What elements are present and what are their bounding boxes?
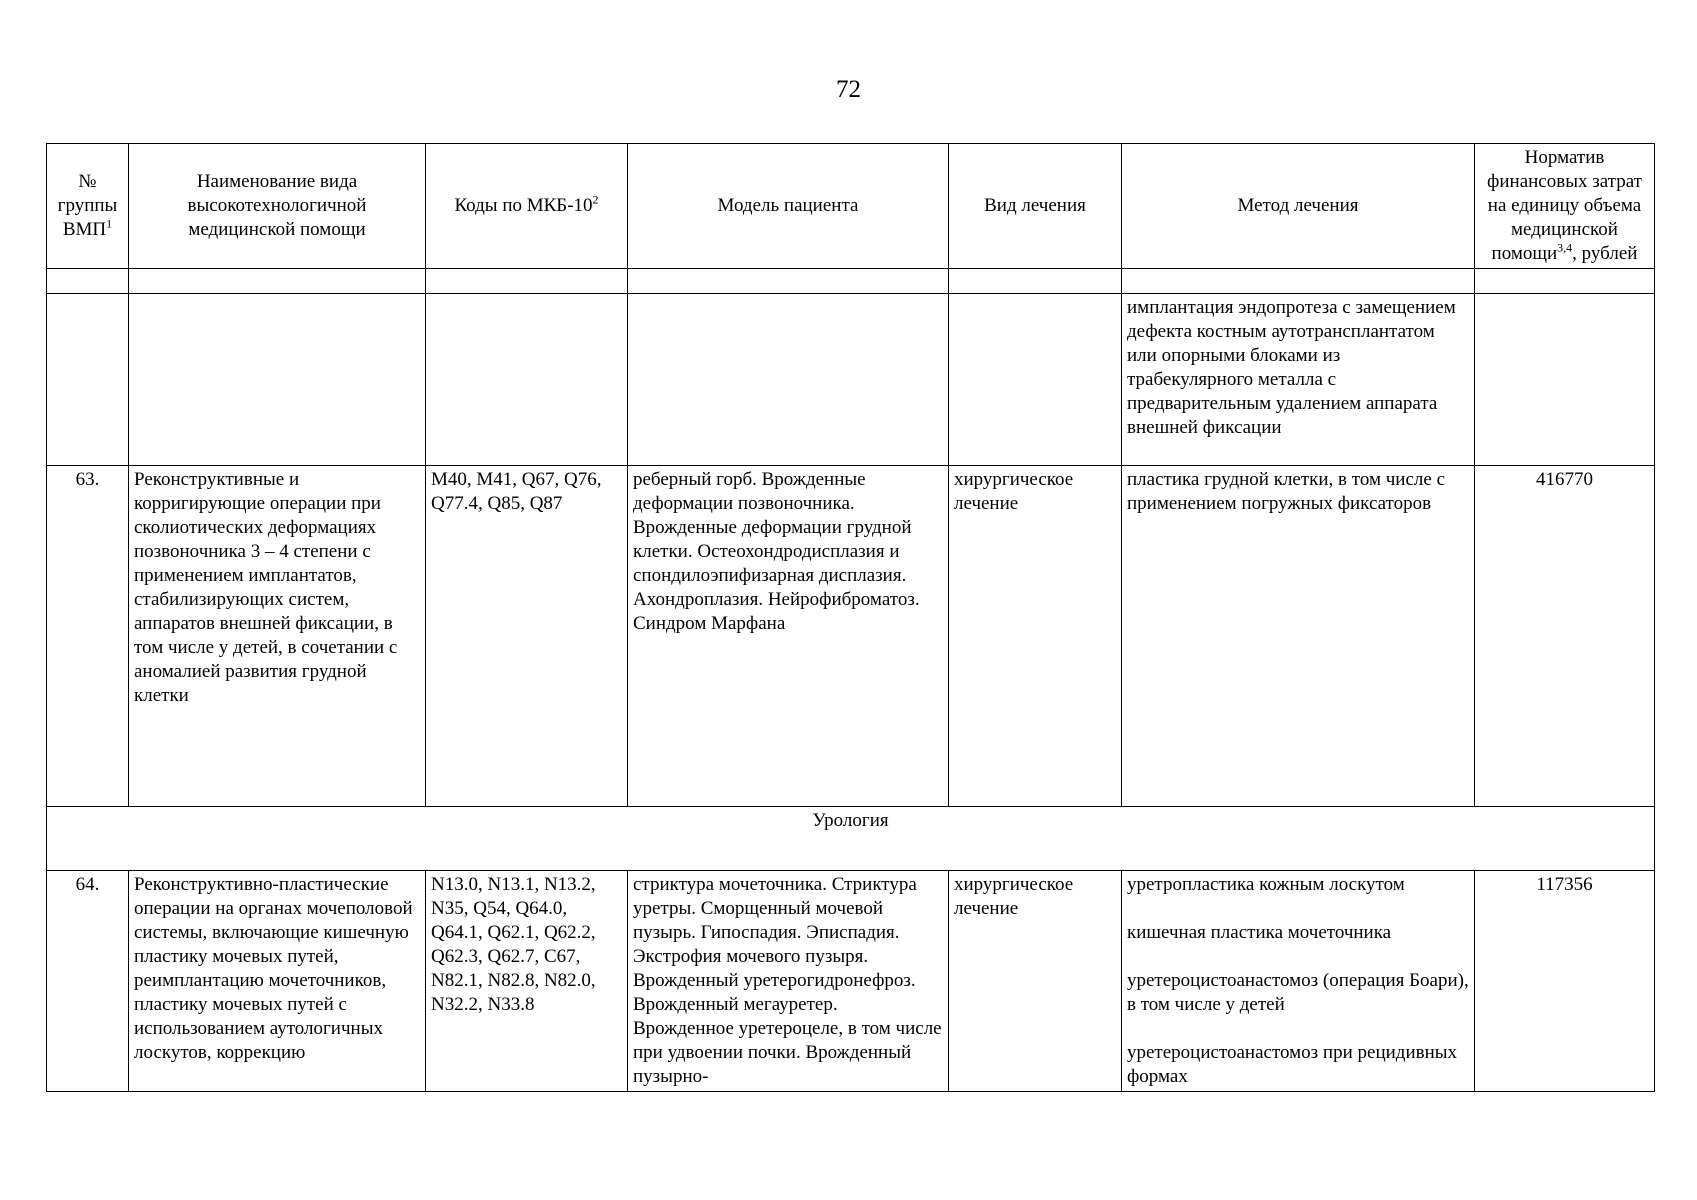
norm-cost-cell: 117356 xyxy=(1475,871,1655,1092)
empty-cell xyxy=(628,294,949,466)
spacer-cell xyxy=(1475,269,1655,294)
vmp-table xyxy=(46,143,1655,1092)
header-icd-codes: Коды по МКБ-$10^2$ xyxy=(426,144,628,269)
treatment-method-item: уретероцистоанастомоз (операция Боари), в том числе у детей xyxy=(1127,970,1469,1015)
treatment-method-cell xyxy=(1122,871,1475,1092)
header-patient-model: Модель пациента xyxy=(628,144,949,269)
patient-model-cell: стриктура мочеточника. Стриктура уретры. Сморщенный мочевой пузырь. Гипоспадия. Эписпадия. Экстрофия мочевого пузыря. Врожденный уретерогидронефроз. Врожденный мегауретер. Врожденное уретероцеле, в том числе при удвоении почки. Врожденный пузырно- xyxy=(628,871,949,1092)
empty-cell xyxy=(949,294,1122,466)
treatment-type-cell: хирургическое лечение xyxy=(949,871,1122,1092)
spacer-cell xyxy=(47,269,129,294)
treatment-method-item: уретропластика кожным лоскутом xyxy=(1127,874,1405,895)
spacer-cell xyxy=(628,269,949,294)
group-number-cell: 63. xyxy=(47,466,129,807)
empty-cell xyxy=(129,294,426,466)
empty-cell xyxy=(1475,294,1655,466)
header-care-name: Наименование вида высокотехнологичной медицинской помощи xyxy=(129,144,426,269)
norm-cost-cell: 416770 xyxy=(1475,466,1655,807)
section-title: Урология xyxy=(47,807,1655,871)
treatment-method-cell: пластика грудной клетки, в том числе с применением погружных фиксаторов xyxy=(1122,466,1475,807)
care-name-cell: Реконструктивные и корригирующие операции при сколиотических деформациях позвоночника 3 – 4 степени с применением имплантатов, стабилизирующих систем, аппаратов внешней фиксации, в том числе у детей, в сочетании с аномалией развития грудной клетки xyxy=(129,466,426,807)
empty-cell xyxy=(426,294,628,466)
header-spacer-row xyxy=(47,269,1655,294)
care-name-cell: Реконструктивно-пластические операции на органах мочеполовой системы, включающие кишечную пластику мочевых путей, реимплантацию мочеточников, пластику мочевых путей с использованием аутологичных лоскутов, коррекцию xyxy=(129,871,426,1092)
patient-model-cell: реберный горб. Врожденные деформации позвоночника. Врожденные деформации грудной клетки. Остеохондродисплазия и спондилоэпифизарная дисплазия. Ахондроплазия. Нейрофиброматоз. Синдром Марфана xyxy=(628,466,949,807)
table-row-63 xyxy=(47,466,1655,807)
table-row-continuation xyxy=(47,294,1655,466)
header-norm-cost: Норматив финансовых затрат на единицу объема медицинской помощи$^{3,4}$, рублей xyxy=(1475,144,1655,269)
treatment-method-item: уретероцистоанастомоз при рецидивных формах xyxy=(1127,1042,1458,1087)
spacer-cell xyxy=(949,269,1122,294)
spacer-cell xyxy=(129,269,426,294)
treatment-type-cell: хирургическое лечение xyxy=(949,466,1122,807)
icd-codes-cell: M40, M41, Q67, Q76, Q77.4, Q85, Q87 xyxy=(426,466,628,807)
header-treatment-method: Метод лечения xyxy=(1122,144,1475,269)
treatment-method-cell: имплантация эндопротеза с замещением дефекта костным аутотрансплантатом или опорными блоками из трабекулярного металла с предварительным удалением аппарата внешней фиксации xyxy=(1122,294,1475,466)
spacer-cell xyxy=(426,269,628,294)
empty-cell xyxy=(47,294,129,466)
table-row-64 xyxy=(47,871,1655,1092)
page-number: 72 xyxy=(836,76,861,103)
treatment-method-item: кишечная пластика мочеточника xyxy=(1127,922,1392,943)
table-header-row xyxy=(47,144,1655,269)
header-group-number: № группы ВМП$^1$ xyxy=(47,144,129,269)
header-treatment-type: Вид лечения xyxy=(949,144,1122,269)
spacer-cell xyxy=(1122,269,1475,294)
icd-codes-cell: N13.0, N13.1, N13.2, N35, Q54, Q64.0, Q64.1, Q62.1, Q62.2, Q62.3, Q62.7, C67, N82.1, N82.8, N82.0, N32.2, N33.8 xyxy=(426,871,628,1092)
section-row-urology xyxy=(47,807,1655,871)
group-number-cell: 64. xyxy=(47,871,129,1092)
